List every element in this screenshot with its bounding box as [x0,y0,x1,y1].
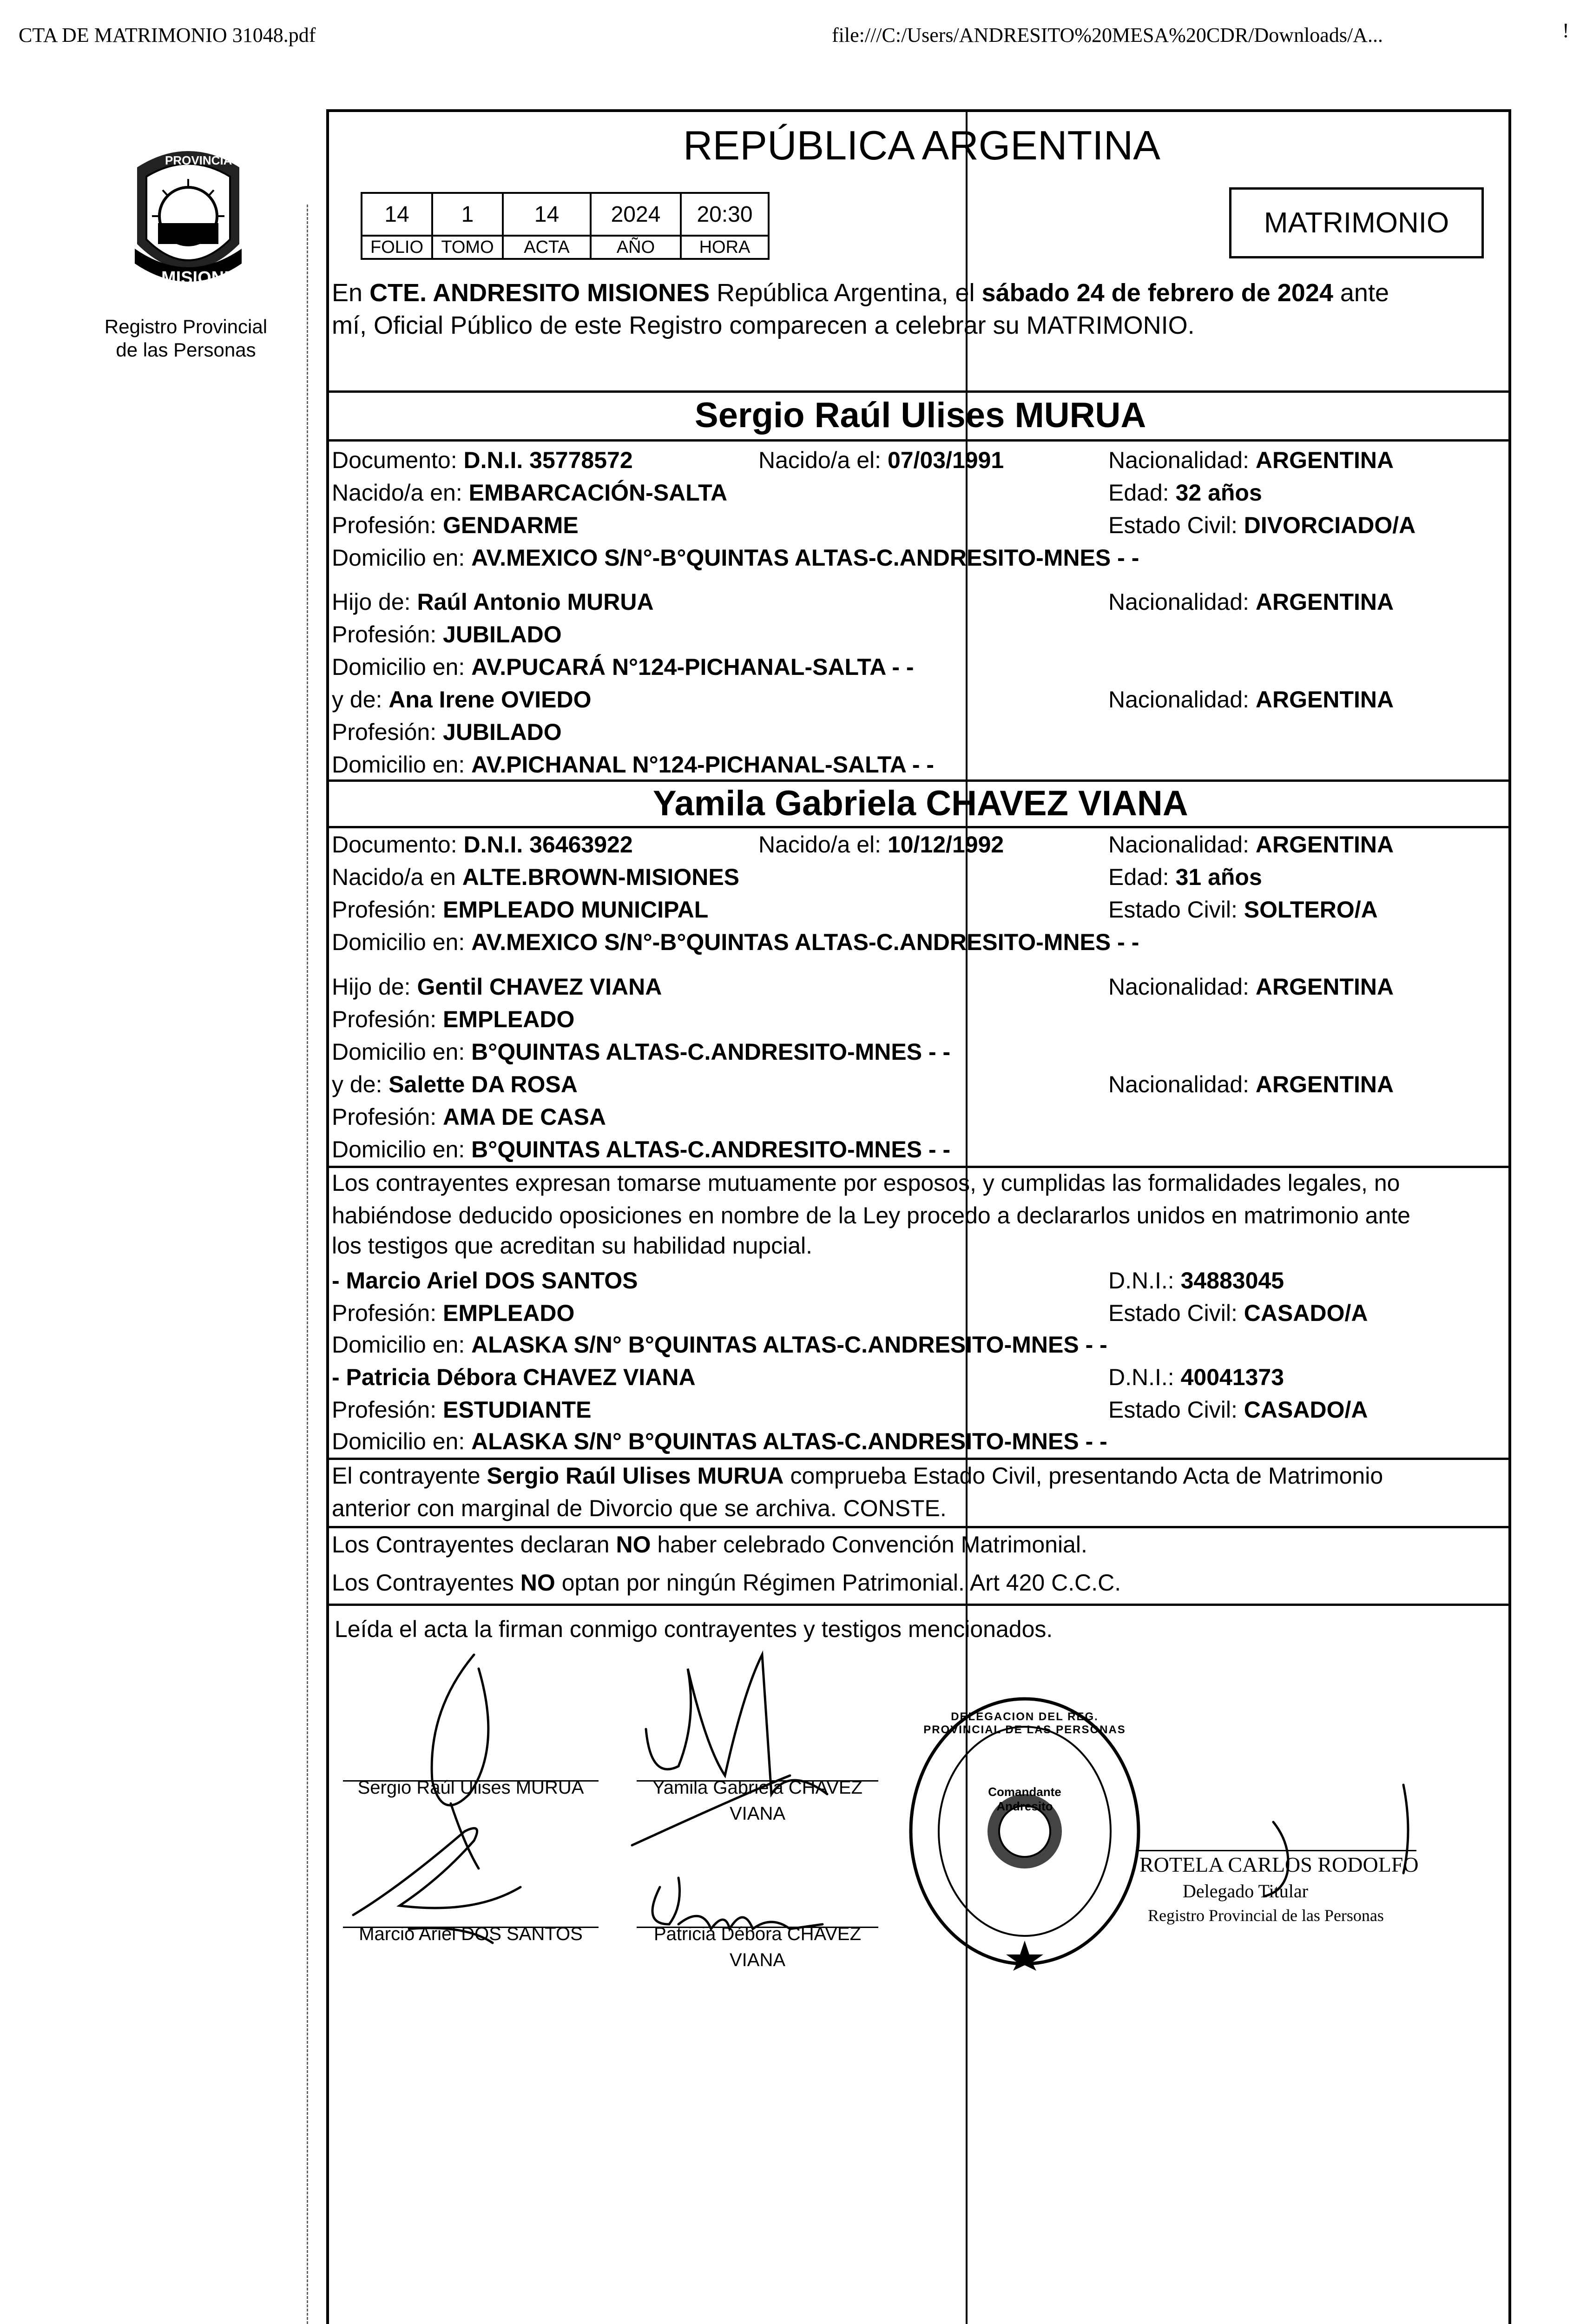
logo-text-top: PROVINCIA DE [165,153,252,167]
c2-documento: Documento: D.N.I. 36463922 [332,832,633,858]
nota-line-2: anterior con marginal de Divorcio que se archiva. CONSTE. [332,1495,947,1521]
declaracion-line-2: habiéndose deducido oposiciones en nombre de la Ley procedo a declararlos unidos en matrimonio ante [332,1202,1410,1228]
c2-madre: y de: Salette DA ROSA [332,1071,578,1097]
official-signature-line [1138,1850,1416,1851]
c1-madre-profesion: Profesión: JUBILADO [332,719,562,745]
cierre-text: Leída el acta la firman conmigo contrayentes y testigos mencionados. [335,1616,1053,1642]
seal-inner-text: Comandante Andresito [988,1785,1061,1813]
acta-value: 14 [503,193,591,236]
tomo-label: TOMO [432,236,503,259]
seal-ring-text: DELEGACION DEL REG. PROVINCIAL DE LAS PERSONAS [923,1710,1126,1736]
testigo2-name: - Patricia Débora CHAVEZ VIANA [332,1364,696,1390]
c2-padre: Hijo de: Gentil CHAVEZ VIANA [332,974,662,1000]
intro-line-1: En CTE. ANDRESITO MISIONES República Argentina, el sábado 24 de febrero de 2024 ante [332,279,1389,307]
signature-label-2: Yamila Gabriela CHAVEZ VIANA [652,1777,862,1824]
testigo1-name: - Marcio Ariel DOS SANTOS [332,1268,638,1294]
c1-padre-nacionalidad: Nacionalidad: ARGENTINA [1108,589,1394,615]
c2-padre-domicilio: Domicilio en: B°QUINTAS ALTAS-C.ANDRESITO-MNES - - [332,1039,951,1065]
official-name: ROTELA CARLOS RODOLFO [1139,1853,1419,1876]
official-role: Delegado Titular [1183,1881,1308,1901]
c2-madre-profesion: Profesión: AMA DE CASA [332,1104,606,1130]
tomo-value: 1 [432,193,503,236]
corner-mark: ! [1562,19,1569,42]
signature-label-1: Sergio Raúl Ulises MURUA [357,1777,584,1798]
folio-label: FOLIO [362,236,432,259]
acta-type: MATRIMONIO [1264,207,1449,239]
intro-line-2: mí, Oficial Público de este Registro comparecen a celebrar su MATRIMONIO. [332,311,1195,339]
convencion-line-1: Los Contrayentes declaran NO haber celebrado Convención Matrimonial. [332,1532,1087,1558]
registry-name [81,315,290,362]
testigo2-domicilio: Domicilio en: ALASKA S/N° B°QUINTAS ALTAS-C.ANDRESITO-MNES - - [332,1428,1107,1454]
c2-nacionalidad: Nacionalidad: ARGENTINA [1108,832,1394,858]
testigo1-domicilio: Domicilio en: ALASKA S/N° B°QUINTAS ALTAS-C.ANDRESITO-MNES - - [332,1332,1107,1358]
testigo2-estado-civil: Estado Civil: CASADO/A [1108,1397,1368,1423]
c2-domicilio: Domicilio en: AV.MEXICO S/N°-B°QUINTAS ALTAS-C.ANDRESITO-MNES - - [332,929,1139,955]
declaracion-line-3: los testigos que acreditan su habilidad nupcial. [332,1233,813,1259]
c1-nacido-en: Nacido/a en: EMBARCACIÓN-SALTA [332,480,728,506]
c1-estado-civil: Estado Civil: DIVORCIADO/A [1108,512,1416,538]
divider [326,390,1508,393]
nota-line-1: El contrayente Sergio Raúl Ulises MURUA comprueba Estado Civil, presentando Acta de Matrimonio [332,1463,1383,1489]
logo-text-bottom: MISIONES [161,268,248,288]
c2-nacido-el: Nacido/a el: 10/12/1992 [758,832,1004,858]
acta-label: ACTA [503,236,591,259]
document-title: CTA DE MATRIMONIO 31048.pdf [19,24,316,46]
contrayente1-name: Sergio Raúl Ulises MURUA [695,396,1146,435]
file-url: file:///C:/Users/ANDRESITO%20MESA%20CDR/Downloads/A... [832,24,1383,46]
convencion-line-2: Los Contrayentes NO optan por ningún Régimen Patrimonial. Art 420 C.C.C. [332,1570,1121,1596]
c1-profesion: Profesión: GENDARME [332,512,579,538]
testigo2-dni: D.N.I.: 40041373 [1108,1364,1284,1390]
c1-domicilio: Domicilio en: AV.MEXICO S/N°-B°QUINTAS ALTAS-C.ANDRESITO-MNES - - [332,545,1139,571]
folio-value: 14 [362,193,432,236]
contrayente2-name: Yamila Gabriela CHAVEZ VIANA [653,784,1188,823]
anio-label: AÑO [591,236,681,259]
testigo1-profesion: Profesión: EMPLEADO [332,1300,575,1326]
c1-madre-domicilio: Domicilio en: AV.PICHANAL N°124-PICHANAL-SALTA - - [332,752,935,778]
testigo1-dni: D.N.I.: 34883045 [1108,1268,1284,1294]
declaracion-line-1: Los contrayentes expresan tomarse mutuamente por esposos, y cumplidas las formalidades legales, no [332,1170,1400,1196]
signature-label-3: Marcio Ariel DOS SANTOS [359,1924,583,1944]
margin-mark [307,205,309,2324]
testigo2-profesion: Profesión: ESTUDIANTE [332,1397,592,1423]
c1-padre-profesion: Profesión: JUBILADO [332,621,562,647]
c1-documento: Documento: D.N.I. 35778572 [332,447,633,473]
registry-logo [118,142,258,307]
c1-madre-nacionalidad: Nacionalidad: ARGENTINA [1108,687,1394,713]
c2-padre-profesion: Profesión: EMPLEADO [332,1006,575,1032]
c2-padre-nacionalidad: Nacionalidad: ARGENTINA [1108,974,1394,1000]
divider [326,779,1508,782]
c2-estado-civil: Estado Civil: SOLTERO/A [1108,897,1378,923]
hora-label: HORA [681,236,769,259]
signature-label-4: Patricia Débora CHAVEZ VIANA [653,1924,862,1970]
c1-madre: y de: Ana Irene OVIEDO [332,687,592,713]
country-heading: REPÚBLICA ARGENTINA [683,122,1160,168]
testigo1-estado-civil: Estado Civil: CASADO/A [1108,1300,1368,1326]
c1-nacido-el: Nacido/a el: 07/03/1991 [758,447,1004,473]
hora-value: 20:30 [681,193,769,236]
official-seal [904,1692,1146,1971]
divider [326,439,1508,442]
divider [326,1604,1508,1606]
c1-padre-domicilio: Domicilio en: AV.PUCARÁ N°124-PICHANAL-SALTA - - [332,654,914,680]
c2-madre-domicilio: Domicilio en: B°QUINTAS ALTAS-C.ANDRESITO-MNES - - [332,1136,951,1162]
anio-value: 2024 [591,193,681,236]
c1-padre: Hijo de: Raúl Antonio MURUA [332,589,654,615]
c1-edad: Edad: 32 años [1108,480,1262,506]
c1-nacionalidad: Nacionalidad: ARGENTINA [1108,447,1394,473]
registry-name-line1: Registro Provincial [104,316,268,337]
c2-madre-nacionalidad: Nacionalidad: ARGENTINA [1108,1071,1394,1097]
acta-metadata-table [361,192,770,260]
c2-profesion: Profesión: EMPLEADO MUNICIPAL [332,897,709,923]
registry-name-line2: de las Personas [116,339,256,361]
acta-type-box [1229,187,1484,258]
official-org: Registro Provincial de las Personas [1148,1906,1384,1925]
c2-nacido-en: Nacido/a en ALTE.BROWN-MISIONES [332,864,740,890]
c2-edad: Edad: 31 años [1108,864,1262,890]
